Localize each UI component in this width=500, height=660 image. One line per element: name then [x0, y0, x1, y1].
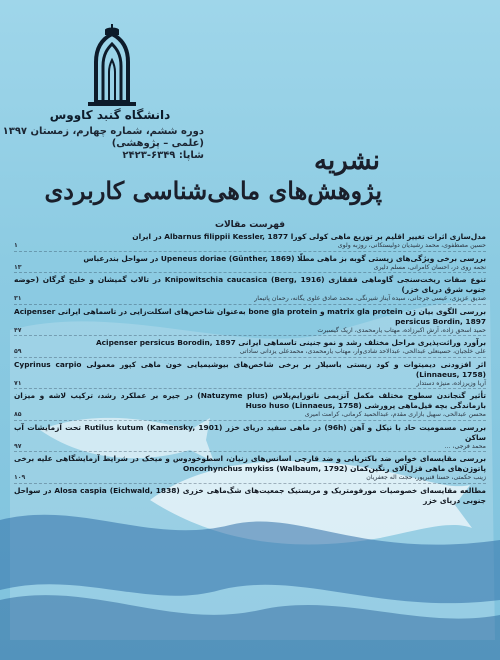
issue-info	[2, 126, 204, 162]
article-authors: علی خلجیان، حسینعلی عبدالحی، عبدالاحد شادی‌وار، مهتاب یارمحمدی، محمدعلی یزدانی ساداتی	[239, 348, 486, 355]
university-name: دانشگاه گنبد کاووس	[49, 108, 171, 122]
page-number: ۸۵	[14, 411, 22, 418]
article-authors: محسن عبدالحی، سهیل بازاری مقدم، عبدالحمید کرمانی، کرامت امیری	[304, 411, 486, 418]
article-authors: نجمه روی در، احسان کامرانی، مسلم دلیری	[373, 263, 486, 271]
page-number: ۵۹	[14, 348, 22, 355]
toc-entry[interactable]	[14, 454, 486, 484]
article-title: برآورد وراثت‌پذیری مراحل مختلف رشد و نمو جنینی تاسماهی ایرانی Acipenser persicus Borodin, 1897	[95, 338, 486, 347]
article-title: تنوع صفات ریخت‌سنجی گاوماهی قفقازی Knipowitschia caucasica (Berg, 1916) در تالاب گمیشان و خلیج گرگان (حوضه جنوب شرق دریای خزر)	[14, 275, 487, 294]
article-authors: محمد فرجی، ...	[444, 442, 486, 450]
toc-entry[interactable]	[14, 232, 486, 252]
page-number: ۴۷	[14, 326, 22, 334]
page-number: ۱۰۹	[14, 474, 26, 481]
toc-entry[interactable]	[14, 307, 486, 337]
toc-entry[interactable]	[14, 338, 486, 358]
journal-label: نشریه	[314, 146, 380, 176]
toc-entry[interactable]	[14, 254, 486, 274]
article-authors: حمید اسحق زاده، آرش اکبرزاده، مهتاب یارمحمدی، اریک گیسبرت	[317, 326, 486, 334]
article-title: بررسی الگوی بیان ژن matrix gla protein و bone gla protein به‌عنوان شاخص‌های اسکلت‌زایی در تاسماهی ایرانی Acipenser persicus Bordin, 1897	[14, 306, 486, 326]
issue-line: دوره ششم، شماره چهارم، زمستان ۱۳۹۷	[2, 126, 204, 137]
toc-entry[interactable]	[14, 391, 486, 421]
toc-entry[interactable]	[14, 423, 486, 453]
university-logo-icon	[82, 22, 142, 108]
page-number: ۱	[14, 242, 18, 249]
toc-entry[interactable]	[14, 360, 486, 390]
page-number: ۱۳	[14, 263, 22, 271]
table-of-contents	[14, 232, 486, 506]
page-number: ۳۱	[14, 295, 22, 302]
article-title: تأثیر گنجاندن سطوح مختلف مکمل آنزیمی ناتوزایم‌پلاس (Natuzyme plus) در جیره بر عملکرد رشد، ترکیب لاشه و میزان بازماندگی بچه فیل‌ماهی پرورشی Huso huso (Linnaeus, 1758)	[14, 391, 486, 410]
page-number: ۷۱	[14, 379, 22, 387]
issn-line: شاپا: ۶۳۴۹-۲۴۲۳	[122, 150, 204, 161]
article-title: مطالعه مقایسه‌ای خصوصیات مورفومتریک و مریستیک جمعیت‌های شگ‌ماهی خزری Alosa caspia (Eichwald, 1838) در سواحل جنوبی دریای خزر	[14, 485, 486, 505]
article-authors: حسین مصطفوی، محمد رشیدیان دولیستکانی، روزبه ولوی	[337, 242, 486, 249]
page-number: ۹۷	[14, 442, 22, 450]
article-title: اثر افزودنی دیمیتوات و کود زیستی باسیلار بر برخی شاخص‌های بیوشیمیایی خون ماهی کپور معمولی Cyprinus carpio (Linnaeus, 1758)	[14, 359, 486, 379]
toc-heading: فهرست مقالات	[214, 220, 286, 230]
category-line: (علمی – پژوهشی)	[111, 138, 204, 149]
article-title: بررسی مسمومیت حاد با نیکل و آهن (96h) در ماهی سفید دریای خزر Rutilus kutum (Kamensky, 1901) تحت آزمایشات آب ساکن	[14, 422, 486, 442]
toc-entry[interactable]	[14, 275, 486, 305]
article-title: مدل‌سازی اثرات تغییر اقلیم بر توزیع ماهی کولی کورا Albarnus filippii Kessler, 1877 در ایران	[132, 232, 486, 241]
article-title: بررسی برخی ویژگی‌های زیستی گوبه بز ماهی مطلّا Upeneus doriae (Günther, 1869) در سواحل بندرعباس	[83, 253, 486, 263]
article-authors: صدیق عزیزی، عیسی جرجانی، سیده آیناز شیرنگی، محمد صادق علوی یگانه، رحمان پاتیمار	[254, 295, 486, 302]
toc-entry[interactable]	[14, 486, 486, 506]
article-title: بررسی مقایسه‌ای خواص ضد باکتریایی و ضد قارچی اسانس‌های زنیان، اسطوخودوس و میخک در شرایط آزمایشگاهی علیه برخی پاتوژن‌های ماهی قزل‌آلای رنگین‌کمان Oncorhynchus mykiss (Walbaum, 1792)	[14, 454, 486, 473]
article-authors: زینب حکمتی، حسنا قنبرپور، حجت اله جعفریان	[366, 474, 486, 481]
journal-title: پژوهش‌های ماهی‌شناسی کاربردی	[44, 176, 382, 205]
article-authors: آریا وزیرزاده، منیژه دستدار	[416, 379, 486, 387]
